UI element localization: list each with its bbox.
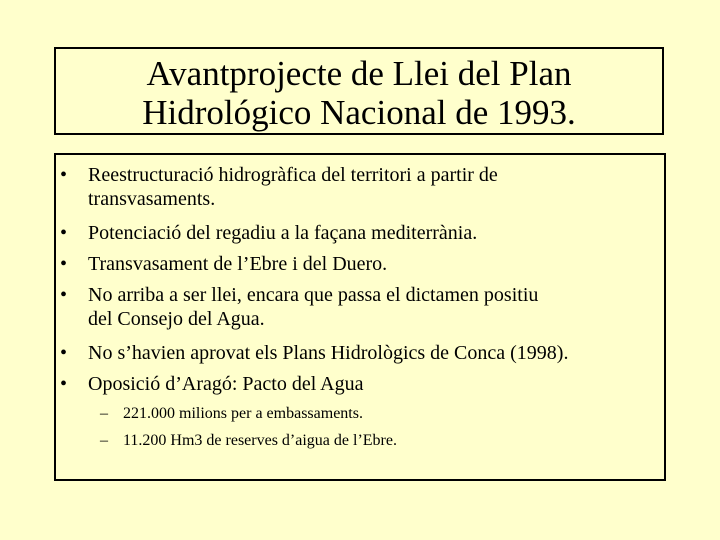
slide-title xyxy=(54,47,664,135)
dash-icon: – xyxy=(100,432,108,449)
dash-icon: – xyxy=(100,405,108,422)
bullet-icon: • xyxy=(60,373,68,395)
slide-content xyxy=(54,153,666,481)
title-line-1: Avantprojecte de Llei del Plan xyxy=(146,54,572,93)
bullet-text: Reestructuració hidrogràfica del territori a partir de xyxy=(88,164,498,186)
bullet-text-continued: del Consejo del Agua. xyxy=(88,308,265,330)
bullet-text: No arriba a ser llei, encara que passa el dictamen positiu xyxy=(88,284,539,306)
bullet-text: Transvasament de l’Ebre i del Duero. xyxy=(88,253,388,275)
bullet-icon: • xyxy=(60,164,68,186)
sub-bullet-text: 11.200 Hm3 de reserves d’aigua de l’Ebre. xyxy=(123,432,397,449)
bullet-icon: • xyxy=(60,222,68,244)
bullet-text: Potenciació del regadiu a la façana mediterrània. xyxy=(88,222,478,244)
title-line-2: Hidrológico Nacional de 1993. xyxy=(142,93,576,132)
bullet-text: No s’havien aprovat els Plans Hidrològics de Conca (1998). xyxy=(88,342,569,364)
bullet-icon: • xyxy=(60,342,68,364)
bullet-icon: • xyxy=(60,284,68,306)
bullet-icon: • xyxy=(60,253,68,275)
sub-bullet-text: 221.000 milions per a embassaments. xyxy=(123,405,363,422)
bullet-text-continued: transvasaments. xyxy=(88,188,216,210)
bullet-text: Oposició d’Aragó: Pacto del Agua xyxy=(88,373,364,395)
